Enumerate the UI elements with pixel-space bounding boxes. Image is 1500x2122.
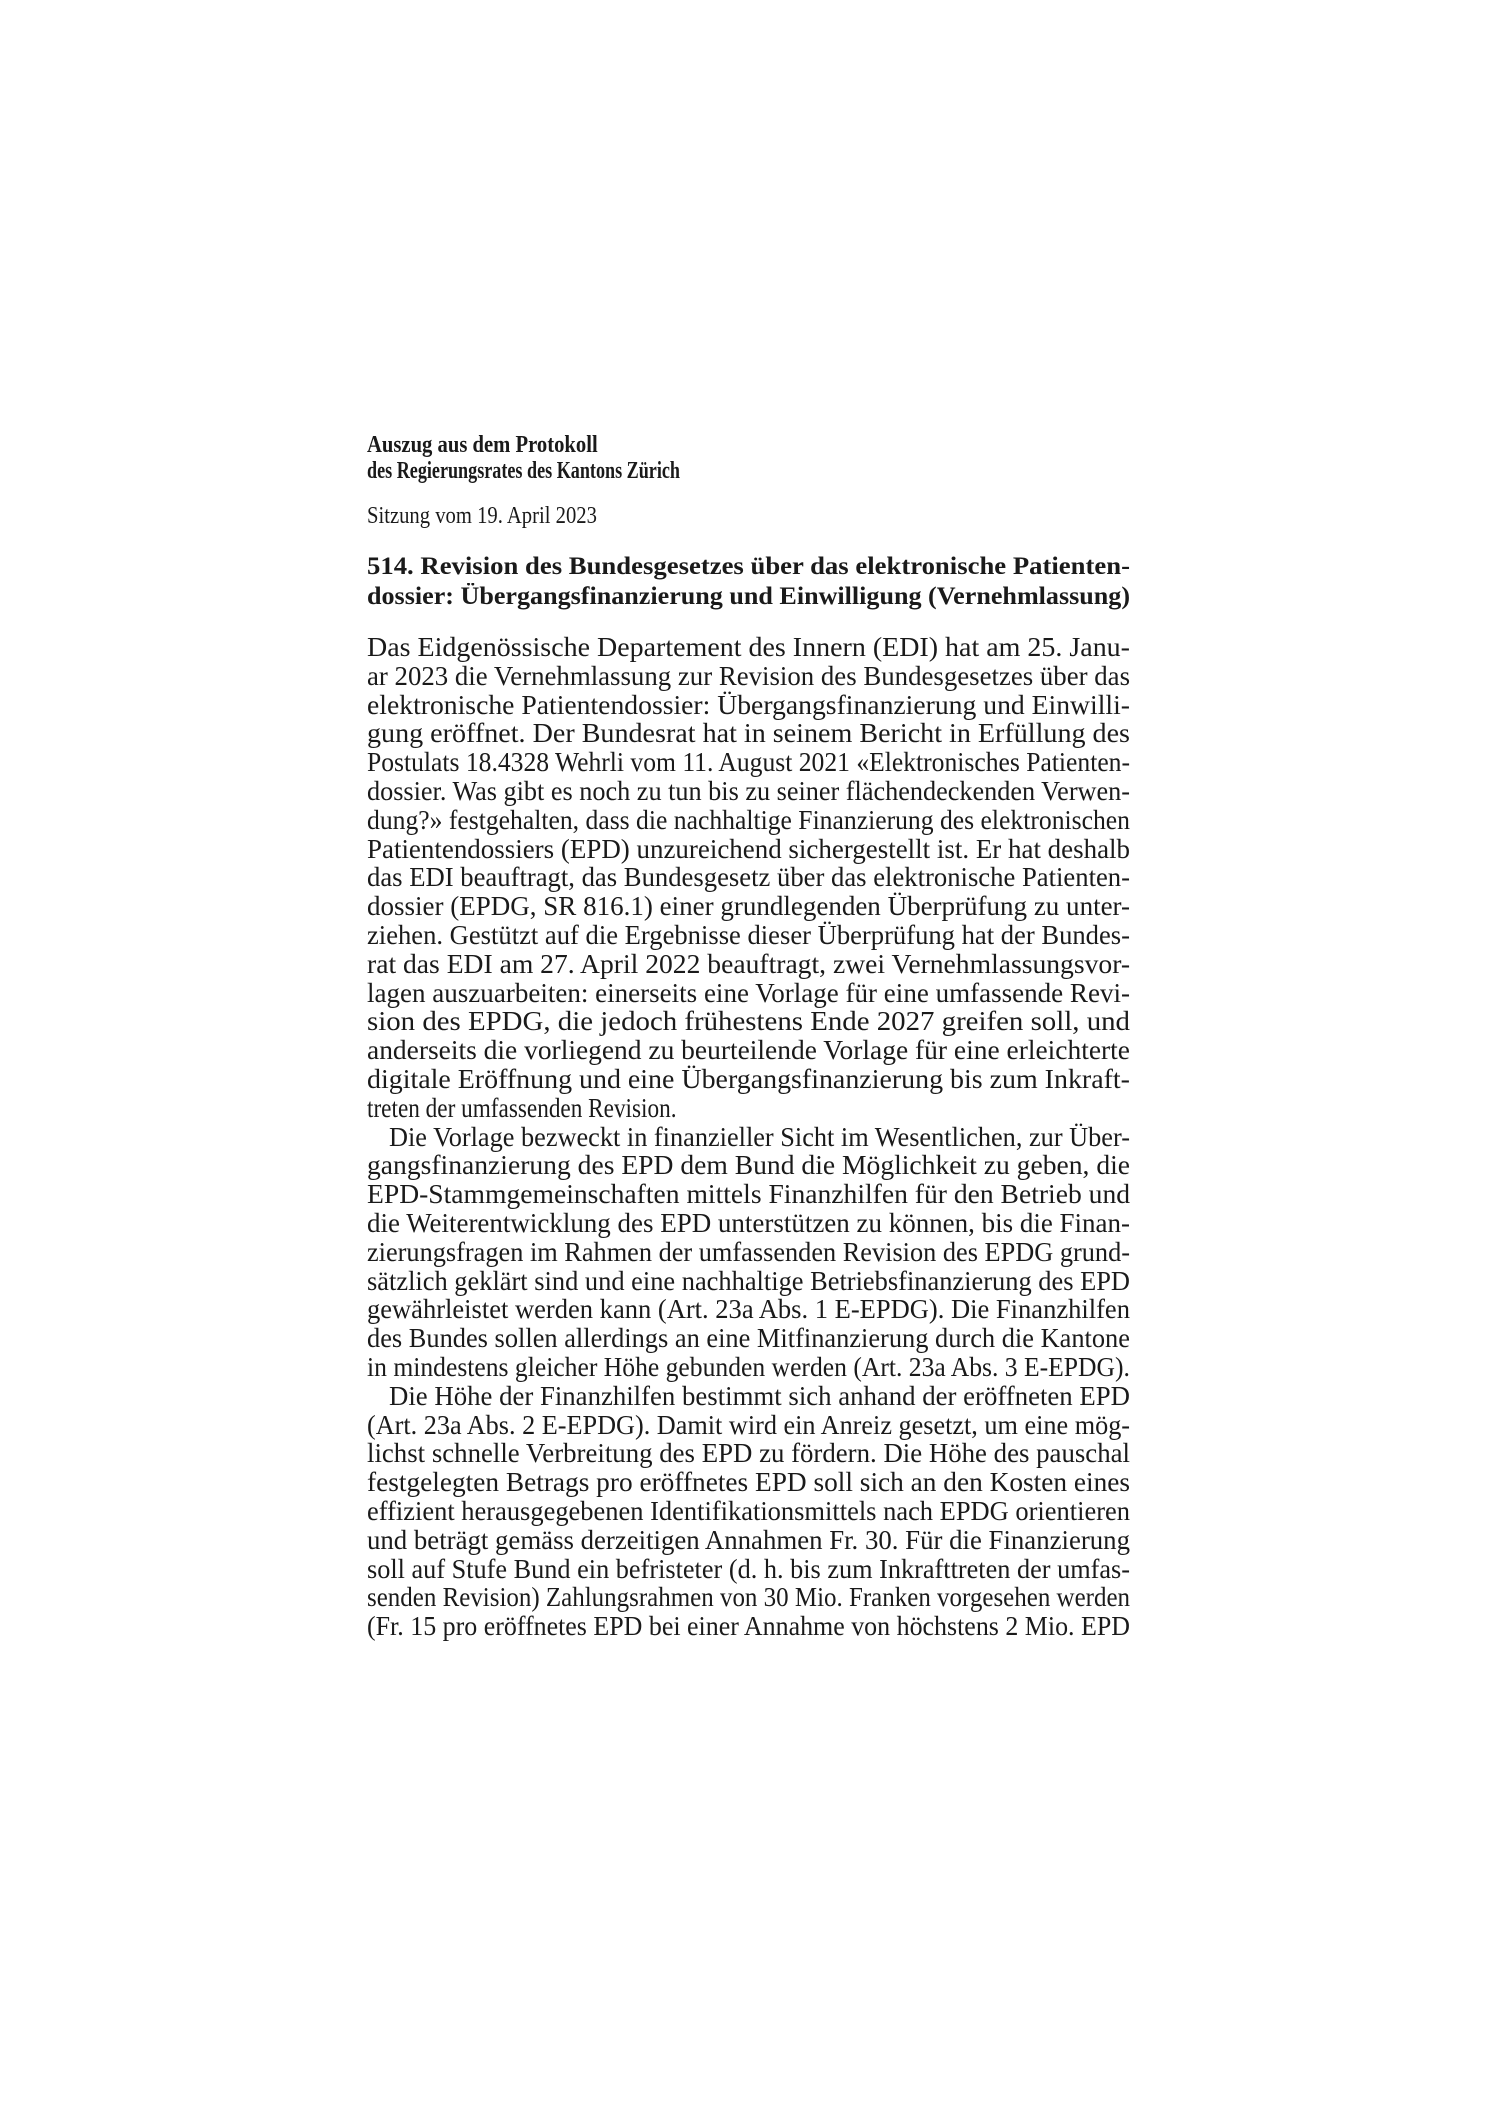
body-line — [367, 749, 1130, 776]
body-line-text: (Fr. 15 pro eröffnetes EPD bei einer Annahme von höchstens 2 Mio. EPD — [367, 1611, 1131, 1642]
body-line-text: festgelegten Betrags pro eröffnetes EPD soll sich an den Kosten eines — [367, 1467, 1131, 1498]
body-line-text: rat das EDI am 27. April 2022 beauftragt, zwei Vernehmlassungsvor- — [367, 948, 1131, 979]
body-line-text: senden Revision) Zahlungsrahmen von 30 Mio. Franken vorgesehen werden — [367, 1582, 1131, 1613]
body-line-text: dung?» festgehalten, dass die nachhaltige Finanzierung des elektronischen — [367, 804, 1130, 835]
body-line — [367, 1152, 1130, 1179]
body-line — [367, 948, 1131, 979]
protocol-title-line-1 — [367, 433, 1130, 457]
body-line — [367, 1553, 1131, 1584]
body-line-text: elektronische Patientendossier: Übergangsfinanzierung und Einwilli- — [367, 689, 1130, 720]
protocol-title-text: Auszug aus dem Protokoll — [367, 432, 598, 458]
body-line — [367, 804, 1130, 835]
body-line — [367, 634, 1130, 661]
body-line — [367, 778, 1130, 805]
body-line-text: und beträgt gemäss derzeitigen Annahmen Fr. 30. Für die Finanzierung — [367, 1524, 1130, 1555]
body-line — [367, 1524, 1130, 1555]
body-line-text: effizient herausgegebenen Identifikationsmittels nach EPDG orientieren — [367, 1496, 1130, 1526]
subject-heading-line-2 — [367, 584, 1130, 609]
body-line — [389, 1121, 1152, 1152]
body-line — [367, 1066, 1130, 1093]
body-line-text: soll auf Stufe Bund ein befristeter (d. h. bis zum Inkrafttreten der umfas- — [367, 1553, 1131, 1584]
body-line-text: lagen auszuarbeiten: einerseits eine Vorlage für eine umfassende Revi- — [367, 977, 1130, 1008]
body-line — [367, 1325, 1130, 1352]
body-line — [367, 1210, 1130, 1237]
body-line — [389, 1380, 1152, 1411]
body-line — [367, 720, 1130, 747]
body-line-text: (Art. 23a Abs. 2 E-EPDG). Damit wird ein Anreiz gesetzt, um eine mög- — [367, 1409, 1131, 1440]
body-line — [367, 864, 1130, 891]
body-line — [367, 1440, 1130, 1467]
session-date — [367, 504, 1130, 528]
body-line — [367, 660, 1131, 691]
body-line — [367, 977, 1130, 1008]
body-line-text: sion des EPDG, die jedoch frühestens Ende 2027 greifen soll, und — [367, 1006, 1130, 1037]
body-line-text: dossier (EPDG, SR 816.1) einer grundlegenden Überprüfung zu unter- — [367, 891, 1131, 922]
body-line-text: treten der umfassenden Revision. — [367, 1092, 677, 1123]
body-line — [367, 1498, 1130, 1525]
body-line-text: sätzlich geklärt sind und eine nachhaltige Betriebsfinanzierung des EPD — [367, 1265, 1131, 1296]
body-line-text: gangsfinanzierung des EPD dem Bund die Möglichkeit zu geben, die — [367, 1150, 1131, 1181]
body-line-text: dossier. Was gibt es noch zu tun bis zu seiner flächendeckenden Verwen- — [367, 776, 1130, 806]
body-line-text: des Bundes sollen allerdings an eine Mitfinanzierung durch die Kantone — [367, 1323, 1130, 1354]
body-line-text: anderseits die vorliegend zu beurteilende Vorlage für eine erleichterte — [367, 1035, 1131, 1066]
body-line — [367, 1092, 1130, 1123]
body-line-text: gung eröffnet. Der Bundesrat hat in seinem Bericht in Erfüllung des — [367, 718, 1130, 749]
body-line — [367, 1037, 1130, 1064]
body-line-text: Die Vorlage bezweckt in finanzieller Sicht im Wesentlichen, zur Über- — [389, 1121, 1130, 1152]
body-line — [367, 833, 1131, 864]
body-line — [367, 1181, 1130, 1208]
body-line — [367, 922, 1130, 949]
body-line — [367, 893, 1130, 920]
body-line — [367, 1236, 1131, 1267]
subject-heading-text: dossier: Übergangsfinanzierung und Einwilligung (Vernehmlassung) — [367, 583, 1131, 610]
body-line-text: gewährleistet werden kann (Art. 23a Abs. 1 E-EPDG). Die Finanzhilfen — [367, 1294, 1130, 1325]
body-line-text: lichst schnelle Verbreitung des EPD zu fördern. Die Höhe des pauschal — [367, 1438, 1130, 1469]
body-line — [367, 1265, 1131, 1296]
body-line-text: Patientendossiers (EPD) unzureichend sichergestellt ist. Er hat deshalb — [367, 833, 1131, 864]
body-line — [367, 1354, 1130, 1381]
body-line-text: zierungsfragen im Rahmen der umfassenden Revision des EPDG grund- — [367, 1236, 1131, 1267]
body-line-text: Postulats 18.4328 Wehrli vom 11. August 2021 «Elektronisches Patienten- — [367, 747, 1131, 778]
body-line — [367, 1296, 1130, 1323]
body-line — [367, 1008, 1130, 1035]
body-line-text: ar 2023 die Vernehmlassung zur Revision des Bundesgesetzes über das — [367, 660, 1131, 691]
body-line-text: in mindestens gleicher Höhe gebunden werden (Art. 23a Abs. 3 E-EPDG). — [367, 1352, 1130, 1382]
body-line — [367, 689, 1130, 720]
body-line-text: Die Höhe der Finanzhilfen bestimmt sich anhand der eröffneten EPD — [389, 1380, 1130, 1411]
session-date-text: Sitzung vom 19. April 2023 — [367, 503, 597, 529]
body-line-text: die Weiterentwicklung des EPD unterstützen zu können, bis die Finan- — [367, 1208, 1130, 1238]
body-line-text: digitale Eröffnung und eine Übergangsfinanzierung bis zum Inkraft- — [367, 1064, 1130, 1094]
protocol-title-text: des Regierungsrates des Kantons Zürich — [367, 458, 681, 484]
body-line-text: Das Eidgenössische Departement des Innern (EDI) hat am 25. Janu- — [367, 632, 1130, 662]
subject-heading-text: 514. Revision des Bundesgesetzes über das elektronische Patienten- — [367, 553, 1130, 580]
body-line-text: EPD-Stammgemeinschaften mittels Finanzhilfen für den Betrieb und — [367, 1179, 1131, 1210]
body-line — [367, 1584, 1130, 1611]
body-line-text: ziehen. Gestützt auf die Ergebnisse dieser Überprüfung hat der Bundes- — [367, 920, 1130, 950]
protocol-title-line-2 — [367, 459, 1130, 483]
body-line-text: das EDI beauftragt, das Bundesgesetz über das elektronische Patienten- — [367, 862, 1131, 893]
body-line — [367, 1469, 1130, 1496]
body-line — [367, 1613, 1130, 1640]
subject-heading-line-1 — [367, 554, 1130, 579]
body-line — [367, 1409, 1131, 1440]
